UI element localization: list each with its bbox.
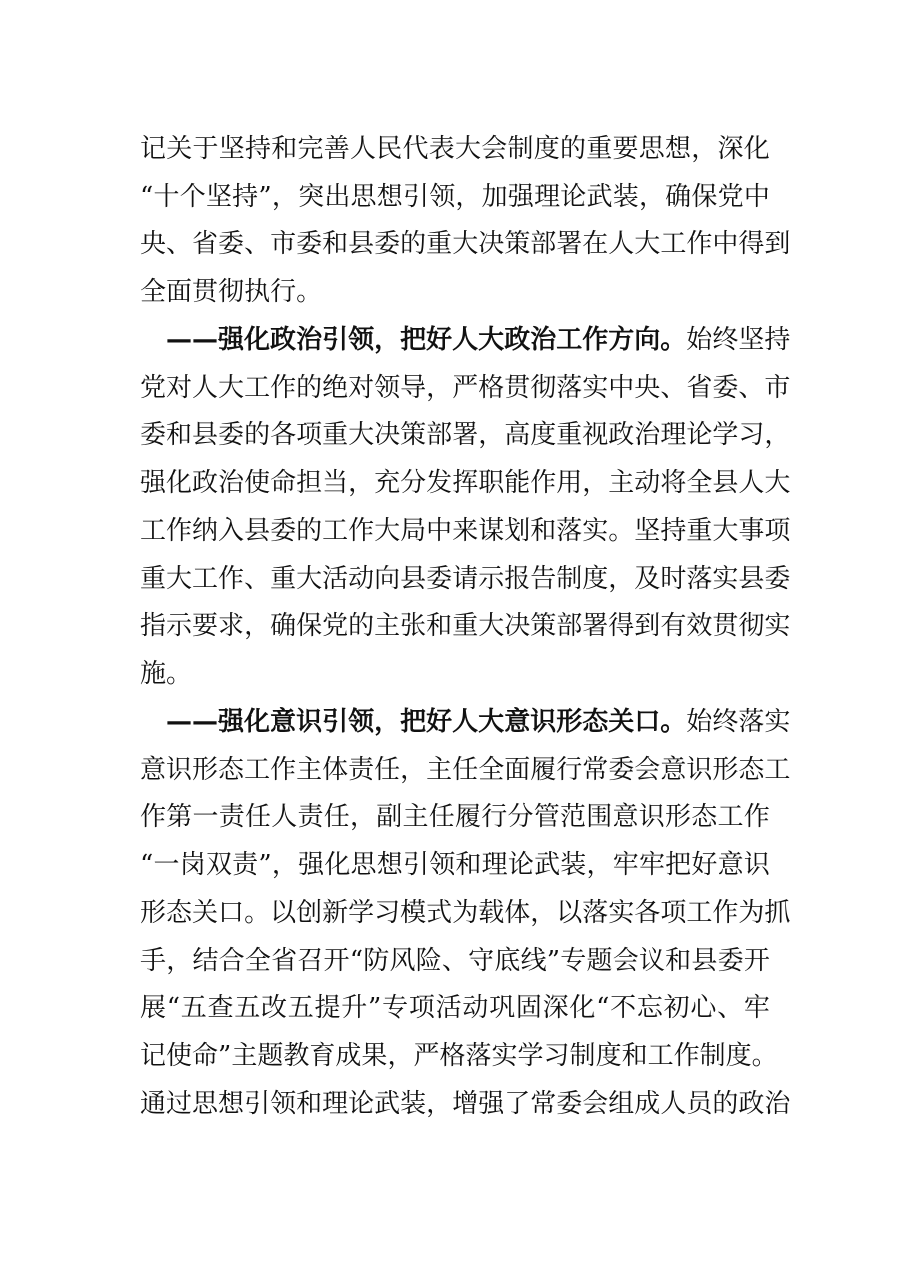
text-line: 意 识 形 态 工 作 主 体 责 任 ， 主 任 全 面 履 行 常 委 会 意 识 形 态 工 bbox=[140, 754, 791, 785]
text-line: 记 关 于 坚 持 和 完 善 人 民 代 表 大 会 制 度 的 重 要 思 想 ， 深 化 bbox=[140, 133, 770, 164]
paragraph-ideology-leadership bbox=[140, 698, 791, 1128]
text-line: 展 “ 五 查 五 改 五 提 升 ” 专 项 活 动 巩 固 深 化 “ 不 忘 初 心 、 牢 bbox=[140, 993, 770, 1024]
text-line: 重 大 工 作 、 重 大 活 动 向 县 委 请 示 报 告 制 度 ， 及 时 落 实 县 委 bbox=[140, 563, 791, 594]
text-line: 形 态 关 口 。 以 创 新 学 习 模 式 为 载 体 ， 以 落 实 各 项 工 作 为 抓 bbox=[140, 897, 791, 928]
text-line: 央 、 省 委 、 市 委 和 县 委 的 重 大 决 策 部 署 在 人 大 工 作 中 得 到 bbox=[140, 229, 791, 260]
text-line: — — 强 化 意 识 引 领 ， 把 好 人 大 意 识 形 态 关 口 。 始 终 落 实 bbox=[166, 706, 791, 737]
text-line: 记 使 命 ” 主 题 教 育 成 果 ， 严 格 落 实 学 习 制 度 和 工 作 制 度 。 bbox=[140, 1041, 778, 1072]
text-line: 工 作 纳 入 县 委 的 工 作 大 局 中 来 谋 划 和 落 实 。 坚 持 重 大 事 项 bbox=[140, 515, 791, 546]
text-line: 作 第 一 责 任 人 责 任 ， 副 主 任 履 行 分 管 范 围 意 识 形 态 工 作 bbox=[140, 802, 770, 833]
paragraph-1-continuation bbox=[140, 125, 791, 316]
document-body bbox=[140, 125, 791, 1128]
text-line: 党 对 人 大 工 作 的 绝 对 领 导 ， 严 格 贯 彻 落 实 中 央 、 省 委 、 市 bbox=[140, 372, 791, 403]
paragraph-political-leadership bbox=[140, 316, 791, 698]
text-line: 委 和 县 委 的 各 项 重 大 决 策 部 署 ， 高 度 重 视 政 治 理 论 学 习 ， bbox=[140, 420, 791, 451]
text-line: “ 十 个 坚 持 ” ， 突 出 思 想 引 领 ， 加 强 理 论 武 装 ， 确 保 党 中 bbox=[140, 181, 770, 212]
text-line: 手 ， 结 合 全 省 召 开 “ 防 风 险 、 守 底 线 ” 专 题 会 议 和 县 委 开 bbox=[140, 945, 770, 976]
text-line: 通 过 思 想 引 领 和 理 论 武 装 ， 增 强 了 常 委 会 组 成 人 员 的 政 治 bbox=[140, 1088, 791, 1119]
text-line: 施 。 bbox=[140, 659, 193, 690]
text-line: “ 一 岗 双 责 ” ， 强 化 思 想 引 领 和 理 论 武 装 ， 牢 牢 把 好 意 识 bbox=[140, 850, 770, 881]
text-line: 全 面 贯 彻 执 行 。 bbox=[140, 277, 323, 308]
text-line: 强 化 政 治 使 命 担 当 ， 充 分 发 挥 职 能 作 用 ， 主 动 将 全 县 人 大 bbox=[140, 468, 791, 499]
text-line: — — 强 化 政 治 引 领 ， 把 好 人 大 政 治 工 作 方 向 。 始 终 坚 持 bbox=[166, 324, 791, 355]
text-line: 指 示 要 求 ， 确 保 党 的 主 张 和 重 大 决 策 部 署 得 到 有 效 贯 彻 实 bbox=[140, 611, 791, 642]
